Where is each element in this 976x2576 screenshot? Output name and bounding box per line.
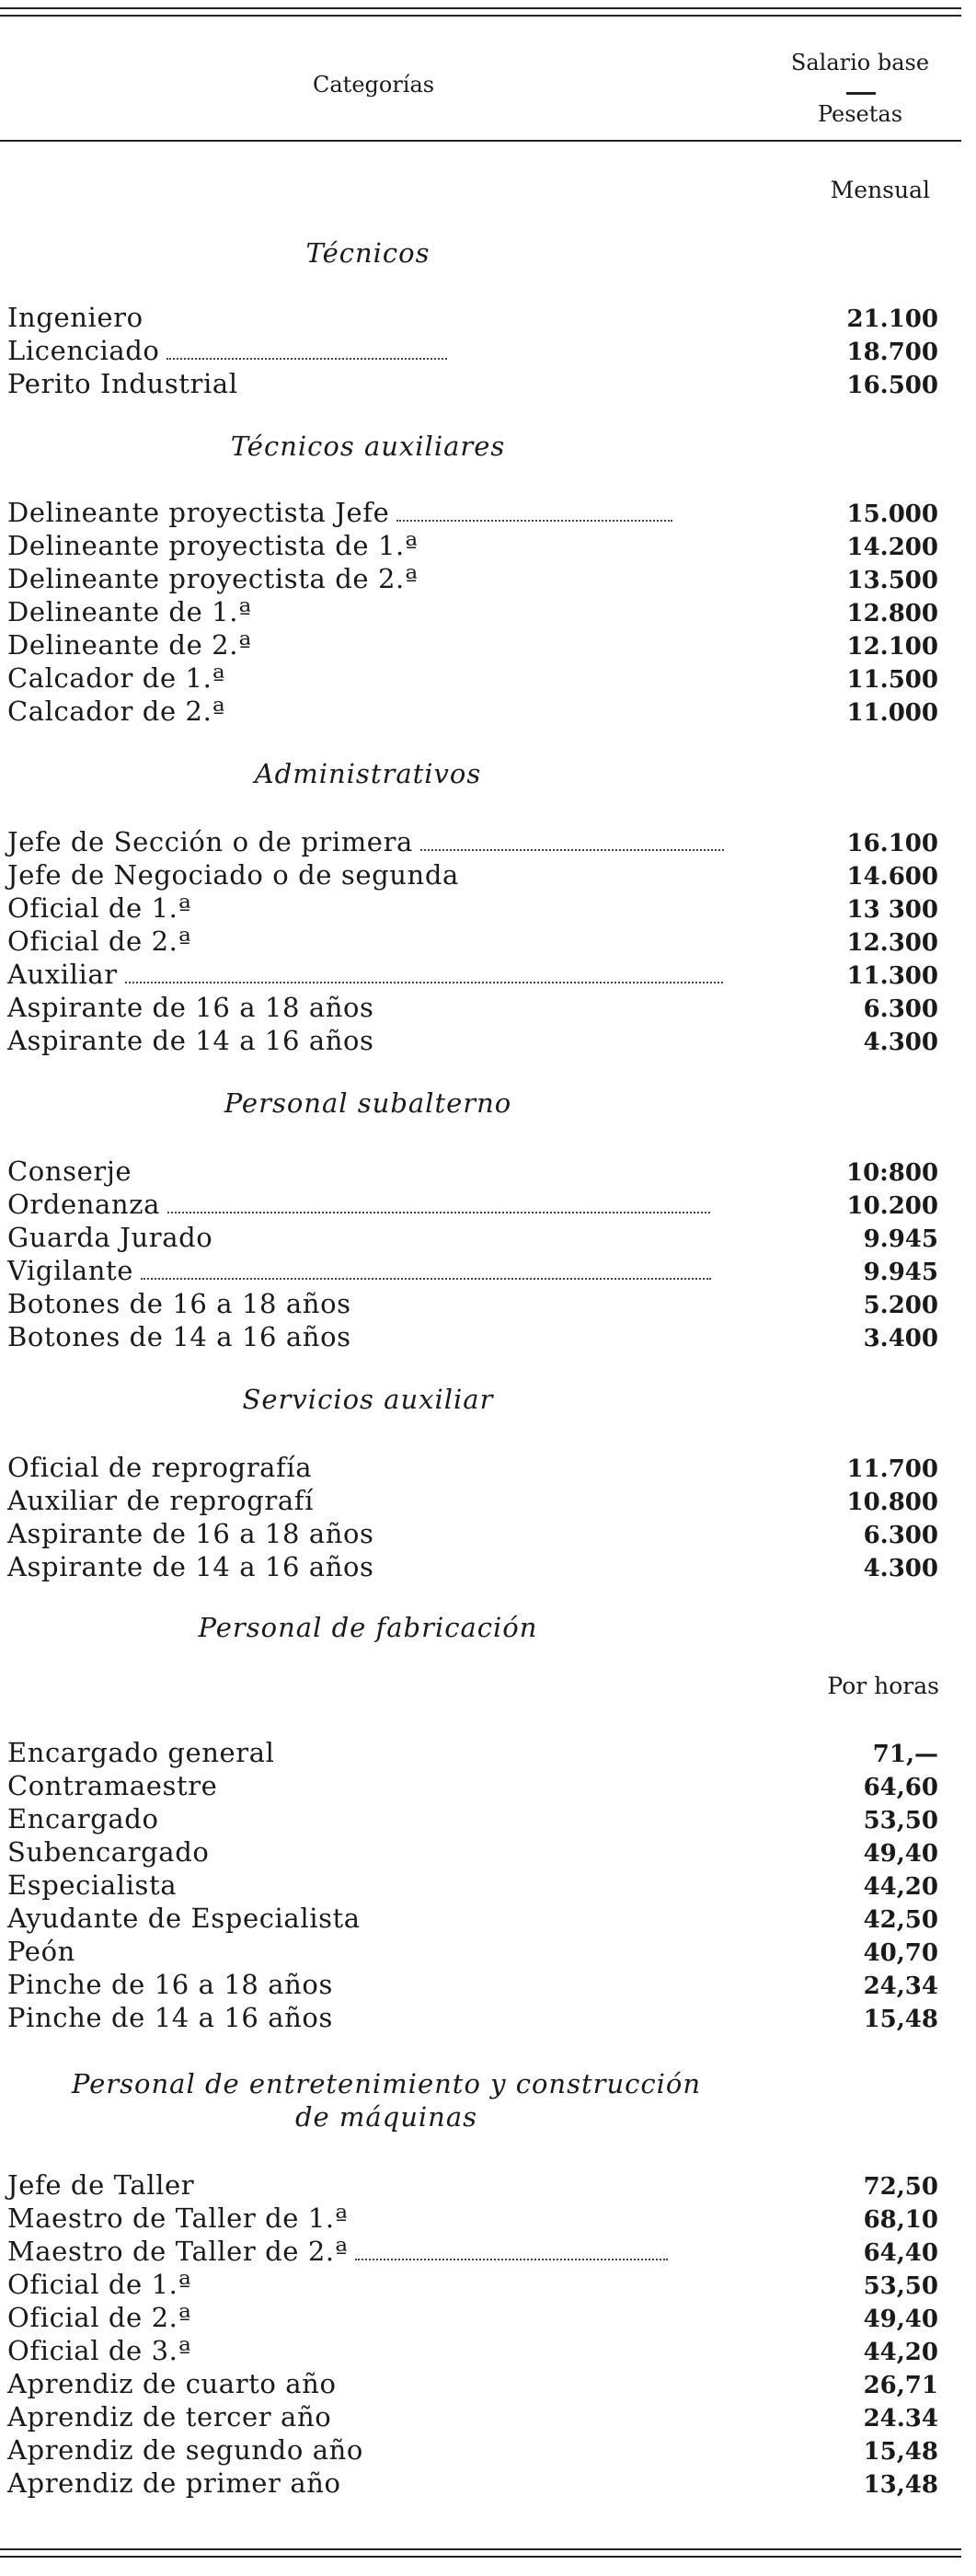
table-row xyxy=(7,859,938,891)
row-label: Botones de 14 a 16 años xyxy=(7,1321,351,1352)
row-label: Encargado general xyxy=(7,1737,275,1768)
table-row xyxy=(7,1869,938,1901)
dot-leader xyxy=(141,1278,711,1280)
row-label: Oficial de 1.ª xyxy=(7,892,191,924)
row-label: Subencargado xyxy=(7,1836,210,1868)
row-value: 11.000 xyxy=(846,699,938,727)
row-value: 14.200 xyxy=(846,534,938,561)
table-row xyxy=(7,2169,938,2201)
dot-leader xyxy=(396,520,672,522)
row-label: Peón xyxy=(7,1936,75,1967)
row-value: 12.100 xyxy=(846,633,938,661)
row-value: 3.400 xyxy=(863,1325,938,1352)
row-label: Oficial de 3.ª xyxy=(7,2335,191,2366)
row-label: Especialista xyxy=(7,1869,178,1901)
row-value: 72,50 xyxy=(863,2173,938,2201)
table-row xyxy=(7,2236,938,2267)
table-row xyxy=(7,1452,938,1483)
table-row xyxy=(7,302,938,333)
table-row xyxy=(7,563,938,594)
row-label: Maestro de Taller de 2.ª xyxy=(7,2236,349,2267)
row-value: 44,20 xyxy=(863,2339,938,2366)
row-label: Aprendiz de cuarto año xyxy=(7,2368,337,2399)
section-title-tecnicos-auxiliares: Técnicos auxiliares xyxy=(230,431,506,462)
row-value: 24.34 xyxy=(863,2405,938,2432)
row-value: 16.100 xyxy=(846,830,938,857)
row-label: Delineante de 1.ª xyxy=(7,596,252,627)
table-row xyxy=(7,662,938,694)
table-row xyxy=(7,1770,938,1801)
row-label: Delineante proyectista Jefe xyxy=(7,497,390,528)
row-label: Aprendiz de segundo año xyxy=(7,2434,363,2466)
dot-leader xyxy=(355,2259,668,2260)
table-row xyxy=(7,1936,938,1967)
row-value: 10:800 xyxy=(846,1159,939,1187)
row-value: 12.300 xyxy=(846,929,938,957)
dot-leader xyxy=(420,849,724,851)
row-label: Oficial de reprografía xyxy=(7,1452,313,1483)
row-value: 10.800 xyxy=(846,1489,938,1516)
row-label: Calcador de 1.ª xyxy=(7,662,225,694)
row-value: 18.700 xyxy=(846,339,938,366)
row-value: 9.945 xyxy=(863,1225,938,1253)
row-label: Delineante proyectista de 1.ª xyxy=(7,530,419,561)
table-row xyxy=(7,926,938,957)
currency-header: Pesetas xyxy=(817,101,903,127)
row-value: 13 300 xyxy=(846,896,938,924)
dot-leader xyxy=(167,1212,710,1213)
row-value: 21.100 xyxy=(846,305,938,333)
salary-header: Salario base xyxy=(790,50,930,75)
table-row xyxy=(7,497,938,528)
table-row xyxy=(7,2434,938,2466)
unit-mensual: Mensual xyxy=(830,177,930,203)
table-row xyxy=(7,530,938,561)
table-row xyxy=(7,2368,938,2399)
table-row xyxy=(7,1222,938,1253)
row-value: 11.500 xyxy=(846,666,938,694)
row-label: Licenciado xyxy=(7,335,160,366)
row-label: Oficial de 1.ª xyxy=(7,2269,191,2300)
top-rule-inner xyxy=(0,15,961,17)
row-value: 13.500 xyxy=(846,567,938,594)
row-label: Aspirante de 14 a 16 años xyxy=(7,1551,374,1582)
table-row xyxy=(7,1288,938,1319)
section-title-personal-subalterno: Personal subalterno xyxy=(224,1087,512,1119)
row-value: 11.300 xyxy=(846,962,938,990)
row-label: Ordenanza xyxy=(7,1189,160,1220)
row-value: 53,50 xyxy=(863,1807,938,1834)
row-label: Pinche de 16 a 18 años xyxy=(7,1969,333,2000)
table-row xyxy=(7,2202,938,2234)
row-label: Guarda Jurado xyxy=(7,1222,213,1253)
row-value: 14.600 xyxy=(846,863,938,891)
table-row xyxy=(7,1485,938,1516)
table-row xyxy=(7,1255,938,1286)
table-row xyxy=(7,1189,938,1220)
table-row xyxy=(7,892,938,924)
row-label: Delineante de 2.ª xyxy=(7,629,252,661)
table-row xyxy=(7,2269,938,2300)
table-row xyxy=(7,1025,938,1056)
row-label: Vigilante xyxy=(7,1255,134,1286)
row-value: 26,71 xyxy=(863,2372,938,2399)
row-value: 42,50 xyxy=(863,1906,938,1934)
row-value: 68,10 xyxy=(863,2206,938,2234)
section-title-personal-fabricacion: Personal de fabricación xyxy=(198,1612,538,1643)
row-label: Auxiliar xyxy=(7,959,118,990)
row-value: 64,60 xyxy=(863,1774,938,1801)
table-row xyxy=(7,1903,938,1934)
table-row xyxy=(7,596,938,627)
row-value: 49,40 xyxy=(863,1840,938,1868)
table-row xyxy=(7,1836,938,1868)
top-rule xyxy=(0,7,961,9)
table-row xyxy=(7,2401,938,2432)
row-label: Botones de 16 a 18 años xyxy=(7,1288,351,1319)
row-value: 40,70 xyxy=(863,1939,938,1967)
section-title-entretenimiento: Personal de entretenimiento y construcción xyxy=(71,2068,702,2099)
table-row xyxy=(7,1156,938,1187)
row-value: 49,40 xyxy=(863,2306,938,2333)
table-row xyxy=(7,1518,938,1549)
table-row xyxy=(7,2467,938,2499)
table-row xyxy=(7,1321,938,1352)
table-row xyxy=(7,959,938,990)
row-label: Maestro de Taller de 1.ª xyxy=(7,2202,349,2234)
row-value: 64,40 xyxy=(863,2239,938,2267)
table-row xyxy=(7,629,938,661)
unit-por-horas: Por horas xyxy=(827,1673,939,1699)
row-label: Pinche de 14 a 16 años xyxy=(7,2002,333,2033)
row-label: Aprendiz de primer año xyxy=(7,2467,341,2499)
section-title-entretenimiento-line2: de máquinas xyxy=(294,2101,478,2133)
row-label: Aspirante de 16 a 18 años xyxy=(7,1518,374,1549)
row-label: Auxiliar de reprografí xyxy=(7,1485,314,1516)
table-row xyxy=(7,335,938,366)
row-value: 4.300 xyxy=(863,1029,938,1056)
categories-header: Categorías xyxy=(313,72,435,98)
row-value: 71,— xyxy=(872,1741,938,1768)
table-row xyxy=(7,1803,938,1834)
header-rule xyxy=(0,140,961,142)
table-row xyxy=(7,368,938,399)
section-title-administrativos: Administrativos xyxy=(254,758,482,789)
row-value: 53,50 xyxy=(863,2272,938,2300)
row-label: Ayudante de Especialista xyxy=(7,1903,361,1934)
row-value: 6.300 xyxy=(863,995,938,1023)
row-label: Oficial de 2.ª xyxy=(7,2302,191,2333)
row-value: 10.200 xyxy=(846,1192,938,1220)
row-value: 4.300 xyxy=(863,1555,938,1582)
table-row xyxy=(7,2335,938,2366)
row-value: 44,20 xyxy=(863,1873,938,1901)
row-label: Jefe de Negociado o de segunda xyxy=(7,859,459,891)
row-value: 15.000 xyxy=(846,500,938,528)
row-label: Conserje xyxy=(7,1156,132,1187)
dot-leader xyxy=(166,358,447,360)
row-label: Jefe de Sección o de primera xyxy=(7,826,413,857)
table-row xyxy=(7,696,938,727)
table-row xyxy=(7,992,938,1023)
row-label: Aspirante de 14 a 16 años xyxy=(7,1025,374,1056)
table-row xyxy=(7,1551,938,1582)
section-title-servicios-auxiliar: Servicios auxiliar xyxy=(242,1384,494,1415)
row-value: 16.500 xyxy=(846,372,938,399)
row-value: 13,48 xyxy=(863,2471,938,2499)
row-label: Encargado xyxy=(7,1803,159,1834)
row-value: 15,48 xyxy=(863,2006,938,2033)
row-label: Perito Industrial xyxy=(7,368,238,399)
row-label: Delineante proyectista de 2.ª xyxy=(7,563,419,594)
table-row xyxy=(7,1969,938,2000)
table-row xyxy=(7,1737,938,1768)
row-label: Jefe de Taller xyxy=(7,2169,195,2201)
table-row xyxy=(7,2302,938,2333)
bottom-rule xyxy=(0,2548,961,2550)
table-row xyxy=(7,2002,938,2033)
row-label: Aspirante de 16 a 18 años xyxy=(7,992,374,1023)
row-value: 5.200 xyxy=(863,1292,938,1319)
row-value: 6.300 xyxy=(863,1522,938,1549)
table-row xyxy=(7,826,938,857)
row-label: Contramaestre xyxy=(7,1770,218,1801)
row-value: 9.945 xyxy=(863,1259,938,1286)
row-value: 11.700 xyxy=(846,1455,938,1483)
row-label: Aprendiz de tercer año xyxy=(7,2401,332,2432)
header-dash xyxy=(846,92,876,95)
row-label: Ingeniero xyxy=(7,302,144,333)
row-label: Calcador de 2.ª xyxy=(7,696,225,727)
section-title-tecnicos: Técnicos xyxy=(305,237,431,269)
bottom-rule-inner xyxy=(0,2556,961,2558)
row-value: 12.800 xyxy=(846,600,938,627)
row-value: 15,48 xyxy=(863,2438,938,2466)
row-label: Oficial de 2.ª xyxy=(7,926,191,957)
row-value: 24,34 xyxy=(863,1972,938,2000)
dot-leader xyxy=(125,982,723,983)
